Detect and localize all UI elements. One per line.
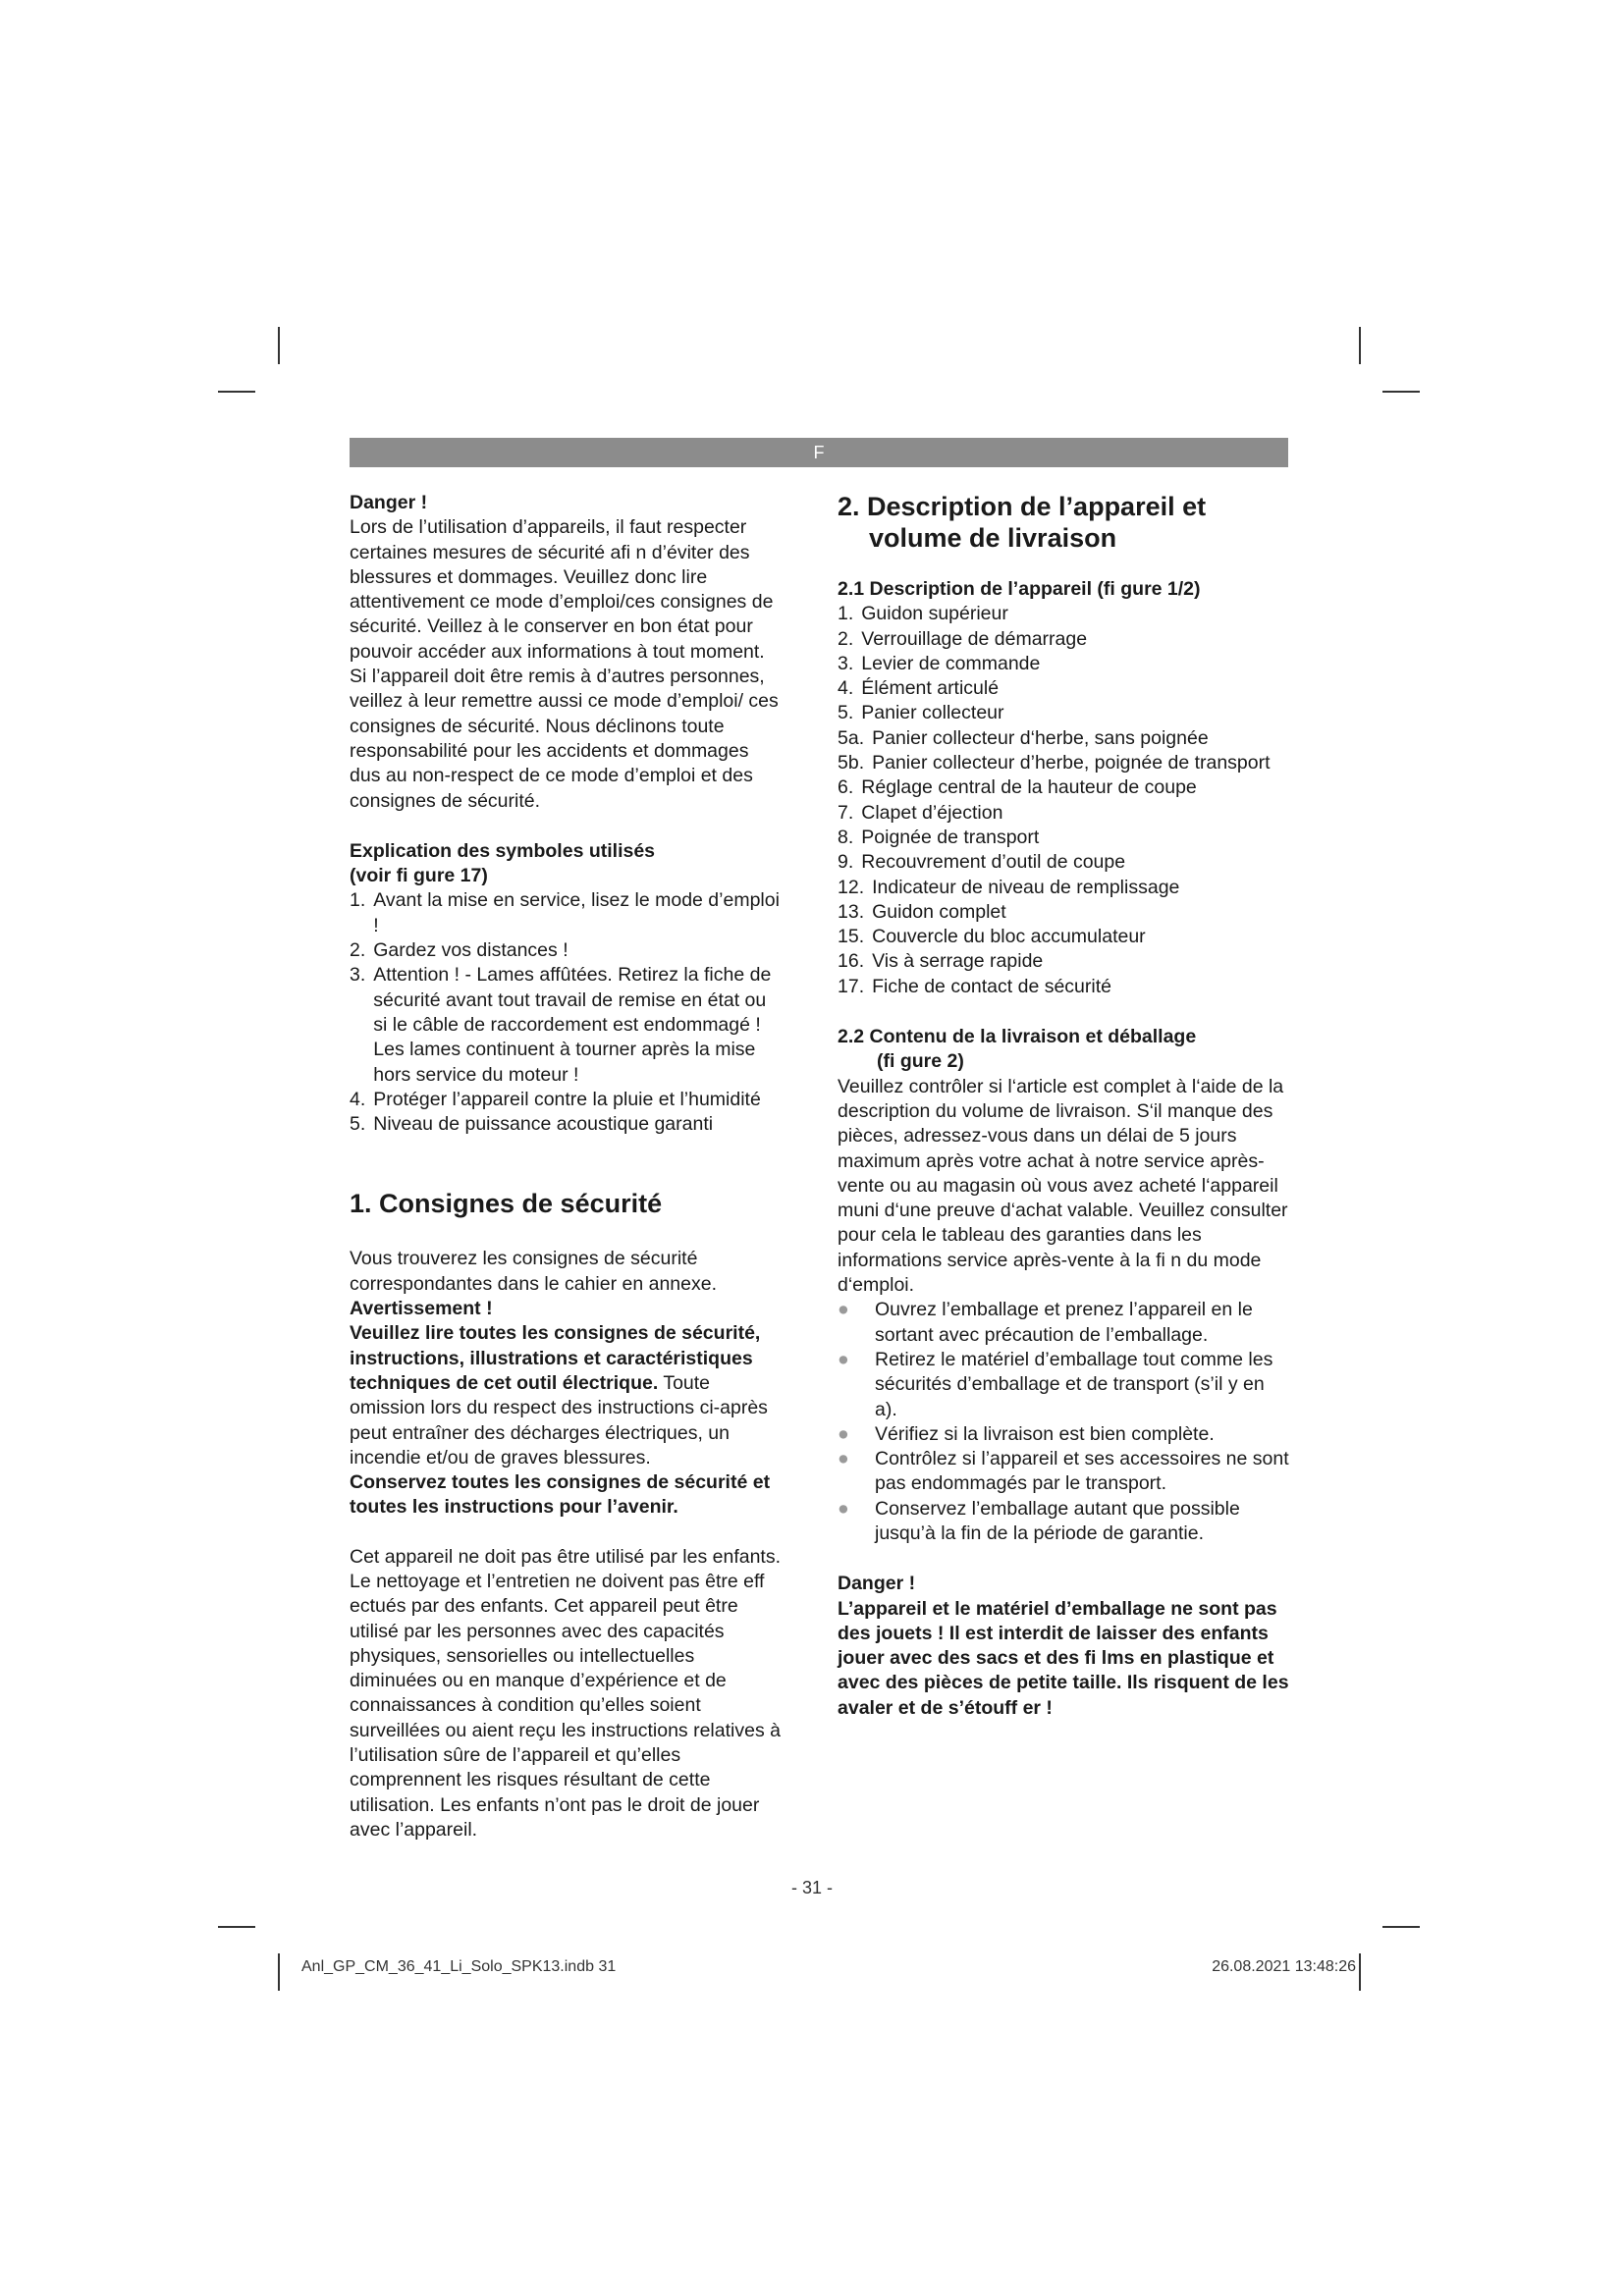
crop-mark-top-right-h (1382, 391, 1420, 393)
list-item: 4. Protéger l’appareil contre la pluie et l’humidité (350, 1088, 761, 1110)
list-item: ● Retirez le matériel d’emballage tout comme les sécurités d’emballage et de transport (s’il y en a). (838, 1348, 1291, 1422)
warning-bold-text: Veuillez lire toutes les consignes de sécurité, instructions, illustrations et caractéristiques techniques de cet outil électrique. (350, 1322, 761, 1394)
danger-packaging-warning: L’appareil et le matériel d’emballage ne sont pas des jouets ! Il est interdit de laisser des enfants jouer avec des sacs et des fi lms en plastique et avec des pièces de petite taille. Ils risquent de les avaler et de s’étouff er ! (838, 1597, 1289, 1719)
section-1-intro: Vous trouverez les consignes de sécurité correspondantes dans le cahier en annexe. (350, 1248, 718, 1295)
list-item: 3. Levier de commande (838, 652, 1041, 674)
list-item: 5. Panier collecteur (838, 702, 1004, 724)
list-item: 6. Réglage central de la hauteur de coupe (838, 776, 1197, 799)
list-item: 16. Vis à serrage rapide (838, 950, 1044, 973)
bullet-icon: ● (838, 1448, 849, 1470)
symbols-list (350, 888, 782, 1137)
crop-mark-bottom-right-h (1382, 1926, 1420, 1928)
bullet-icon: ● (838, 1299, 849, 1321)
right-column (838, 491, 1291, 1721)
symbols-heading-figure-ref: (voir fi gure 17) (350, 865, 488, 887)
bullet-icon: ● (838, 1348, 849, 1370)
crop-mark-bottom-left-h (218, 1926, 255, 1928)
bullet-icon: ● (838, 1497, 849, 1520)
crop-mark-top-left-v (278, 327, 280, 364)
list-item: 2. Gardez vos distances ! (350, 939, 568, 962)
danger-heading-right: Danger ! (838, 1573, 916, 1595)
list-item: ● Conservez l’emballage autant que possible jusqu’à la fin de la période de garantie. (838, 1497, 1291, 1547)
list-item: ● Ouvrez l’emballage et prenez l’appareil en le sortant avec précaution de l’emballage. (838, 1298, 1291, 1348)
list-item: 1. Guidon supérieur (838, 603, 1008, 625)
list-item: 5. Niveau de puissance acoustique garanti (350, 1113, 714, 1136)
symbols-heading: Explication des symboles utilisés (350, 839, 656, 862)
section-1-title: 1. Consignes de sécurité (350, 1189, 663, 1219)
list-item: 7. Clapet d’éjection (838, 801, 1003, 824)
warning-text: Toute omission lors du respect des instructions ci-après peut entraîner des décharges électriques, un incendie et/ou de graves blessures. (350, 1371, 768, 1468)
crop-mark-bottom-left-v (278, 1953, 280, 1991)
danger-heading: Danger ! (350, 492, 428, 513)
bullet-icon: ● (838, 1422, 849, 1445)
keep-instructions-notice: Conservez toutes les consignes de sécurité et toutes les instructions pour l’avenir. (350, 1471, 771, 1519)
section-2-title: 2. Description de l’appareil et (838, 492, 1207, 521)
list-item: 5a. Panier collecteur d‘herbe, sans poignée (838, 726, 1209, 749)
language-header-bar (350, 438, 1288, 467)
left-column (350, 491, 782, 1842)
crop-mark-top-right-v (1359, 327, 1361, 364)
subsection-2-2-paragraph: Veuillez contrôler si l‘article est complet à l‘aide de la description du volume de livraison. S‘il manque des pièces, adressez-vous dans un délai de 5 jours maximum après votre achat à notre service après-vente ou au magasin où vous avez acheté l‘appareil muni d‘une preuve d‘achat valable. Veuillez consulter pour cela le tableau des garanties dans les informations service après-vente à la fi n du mode d‘emploi. (838, 1075, 1288, 1297)
subsection-2-2-title: 2.2 Contenu de la livraison et déballage (838, 1026, 1197, 1048)
list-item: 1. Avant la mise en service, lisez le mode d’emploi ! (350, 889, 780, 936)
list-item: 12. Indicateur de niveau de remplissage (838, 876, 1180, 898)
subsection-2-1-title: 2.1 Description de l’appareil (fi gure 1/2) (838, 578, 1201, 600)
list-item: 13. Guidon complet (838, 900, 1006, 923)
list-item: 5b. Panier collecteur d’herbe, poignée de transport (838, 752, 1271, 774)
file-info: Anl_GP_CM_36_41_Li_Solo_SPK13.indb 31 (301, 1958, 617, 1975)
list-item: 8. Poignée de transport (838, 826, 1040, 848)
language-tab-label: F (813, 443, 825, 462)
list-item: ● Contrôlez si l’appareil et ses accessoires ne sont pas endommagés par le transport. (838, 1447, 1291, 1497)
page-number: - 31 - (790, 1878, 833, 1897)
list-item: 9. Recouvrement d’outil de coupe (838, 851, 1126, 874)
crop-mark-bottom-right-v (1359, 1953, 1361, 1991)
list-item: 17. Fiche de contact de sécurité (838, 975, 1111, 997)
warning-paragraph (350, 1321, 782, 1470)
warning-heading: Avertissement ! (350, 1298, 493, 1320)
list-item: 15. Couvercle du bloc accumulateur (838, 926, 1146, 948)
danger-paragraph: Lors de l’utilisation d’appareils, il faut respecter certaines mesures de sécurité afi n d’éviter des blessures et dommages. Veuillez donc lire attentivement ce mode d’emploi/ces consignes de sécurité. Veillez à le conserver en bon état pour pouvoir accéder aux informations à tout moment. Si l’appareil doit être remis à d’autres personnes, veillez à leur remettre aussi ce mode d’emploi/ ces consignes de sécurité. Nous déclinons toute responsabilité pour les accidents et dommages dus au non-respect de ce mode d’emploi et des consignes de sécurité. (350, 516, 779, 812)
list-item: 2. Verrouillage de démarrage (838, 627, 1088, 650)
crop-mark-top-left-h (218, 391, 255, 393)
list-item: 3. Attention ! - Lames affûtées. Retirez la fiche de sécurité avant tout travail de remise en état ou si le câble de raccordement est endommagé ! Les lames continuent à tourner après la mise hors service du moteur ! (350, 964, 772, 1086)
unpacking-bullet-list (838, 1298, 1291, 1546)
parts-list (838, 602, 1291, 999)
children-paragraph: Cet appareil ne doit pas être utilisé par les enfants. Le nettoyage et l’entretien ne doivent pas être eff ectués par des enfants. Cet appareil peut être utilisé par les personnes avec des capacités physiques, sensorielles ou intellectuelles diminuées ou en manque d’expérience et de connaissances à condition qu’elles soient surveillées ou aient reçu les instructions relatives à l’utilisation sûre de l’appareil et qu’elles comprennent les risques résultant de cette utilisation. Les enfants n’ont pas le droit de jouer avec l’appareil. (350, 1545, 782, 1841)
subsection-2-2-figure-ref: (fi gure 2) (877, 1050, 964, 1073)
section-2-title-line-2: volume de livraison (869, 523, 1117, 553)
list-item: ● Vérifiez si la livraison est bien complète. (838, 1422, 1291, 1447)
list-item: 4. Élément articulé (838, 677, 1000, 700)
print-timestamp: 26.08.2021 13:48:26 (1212, 1958, 1356, 1975)
